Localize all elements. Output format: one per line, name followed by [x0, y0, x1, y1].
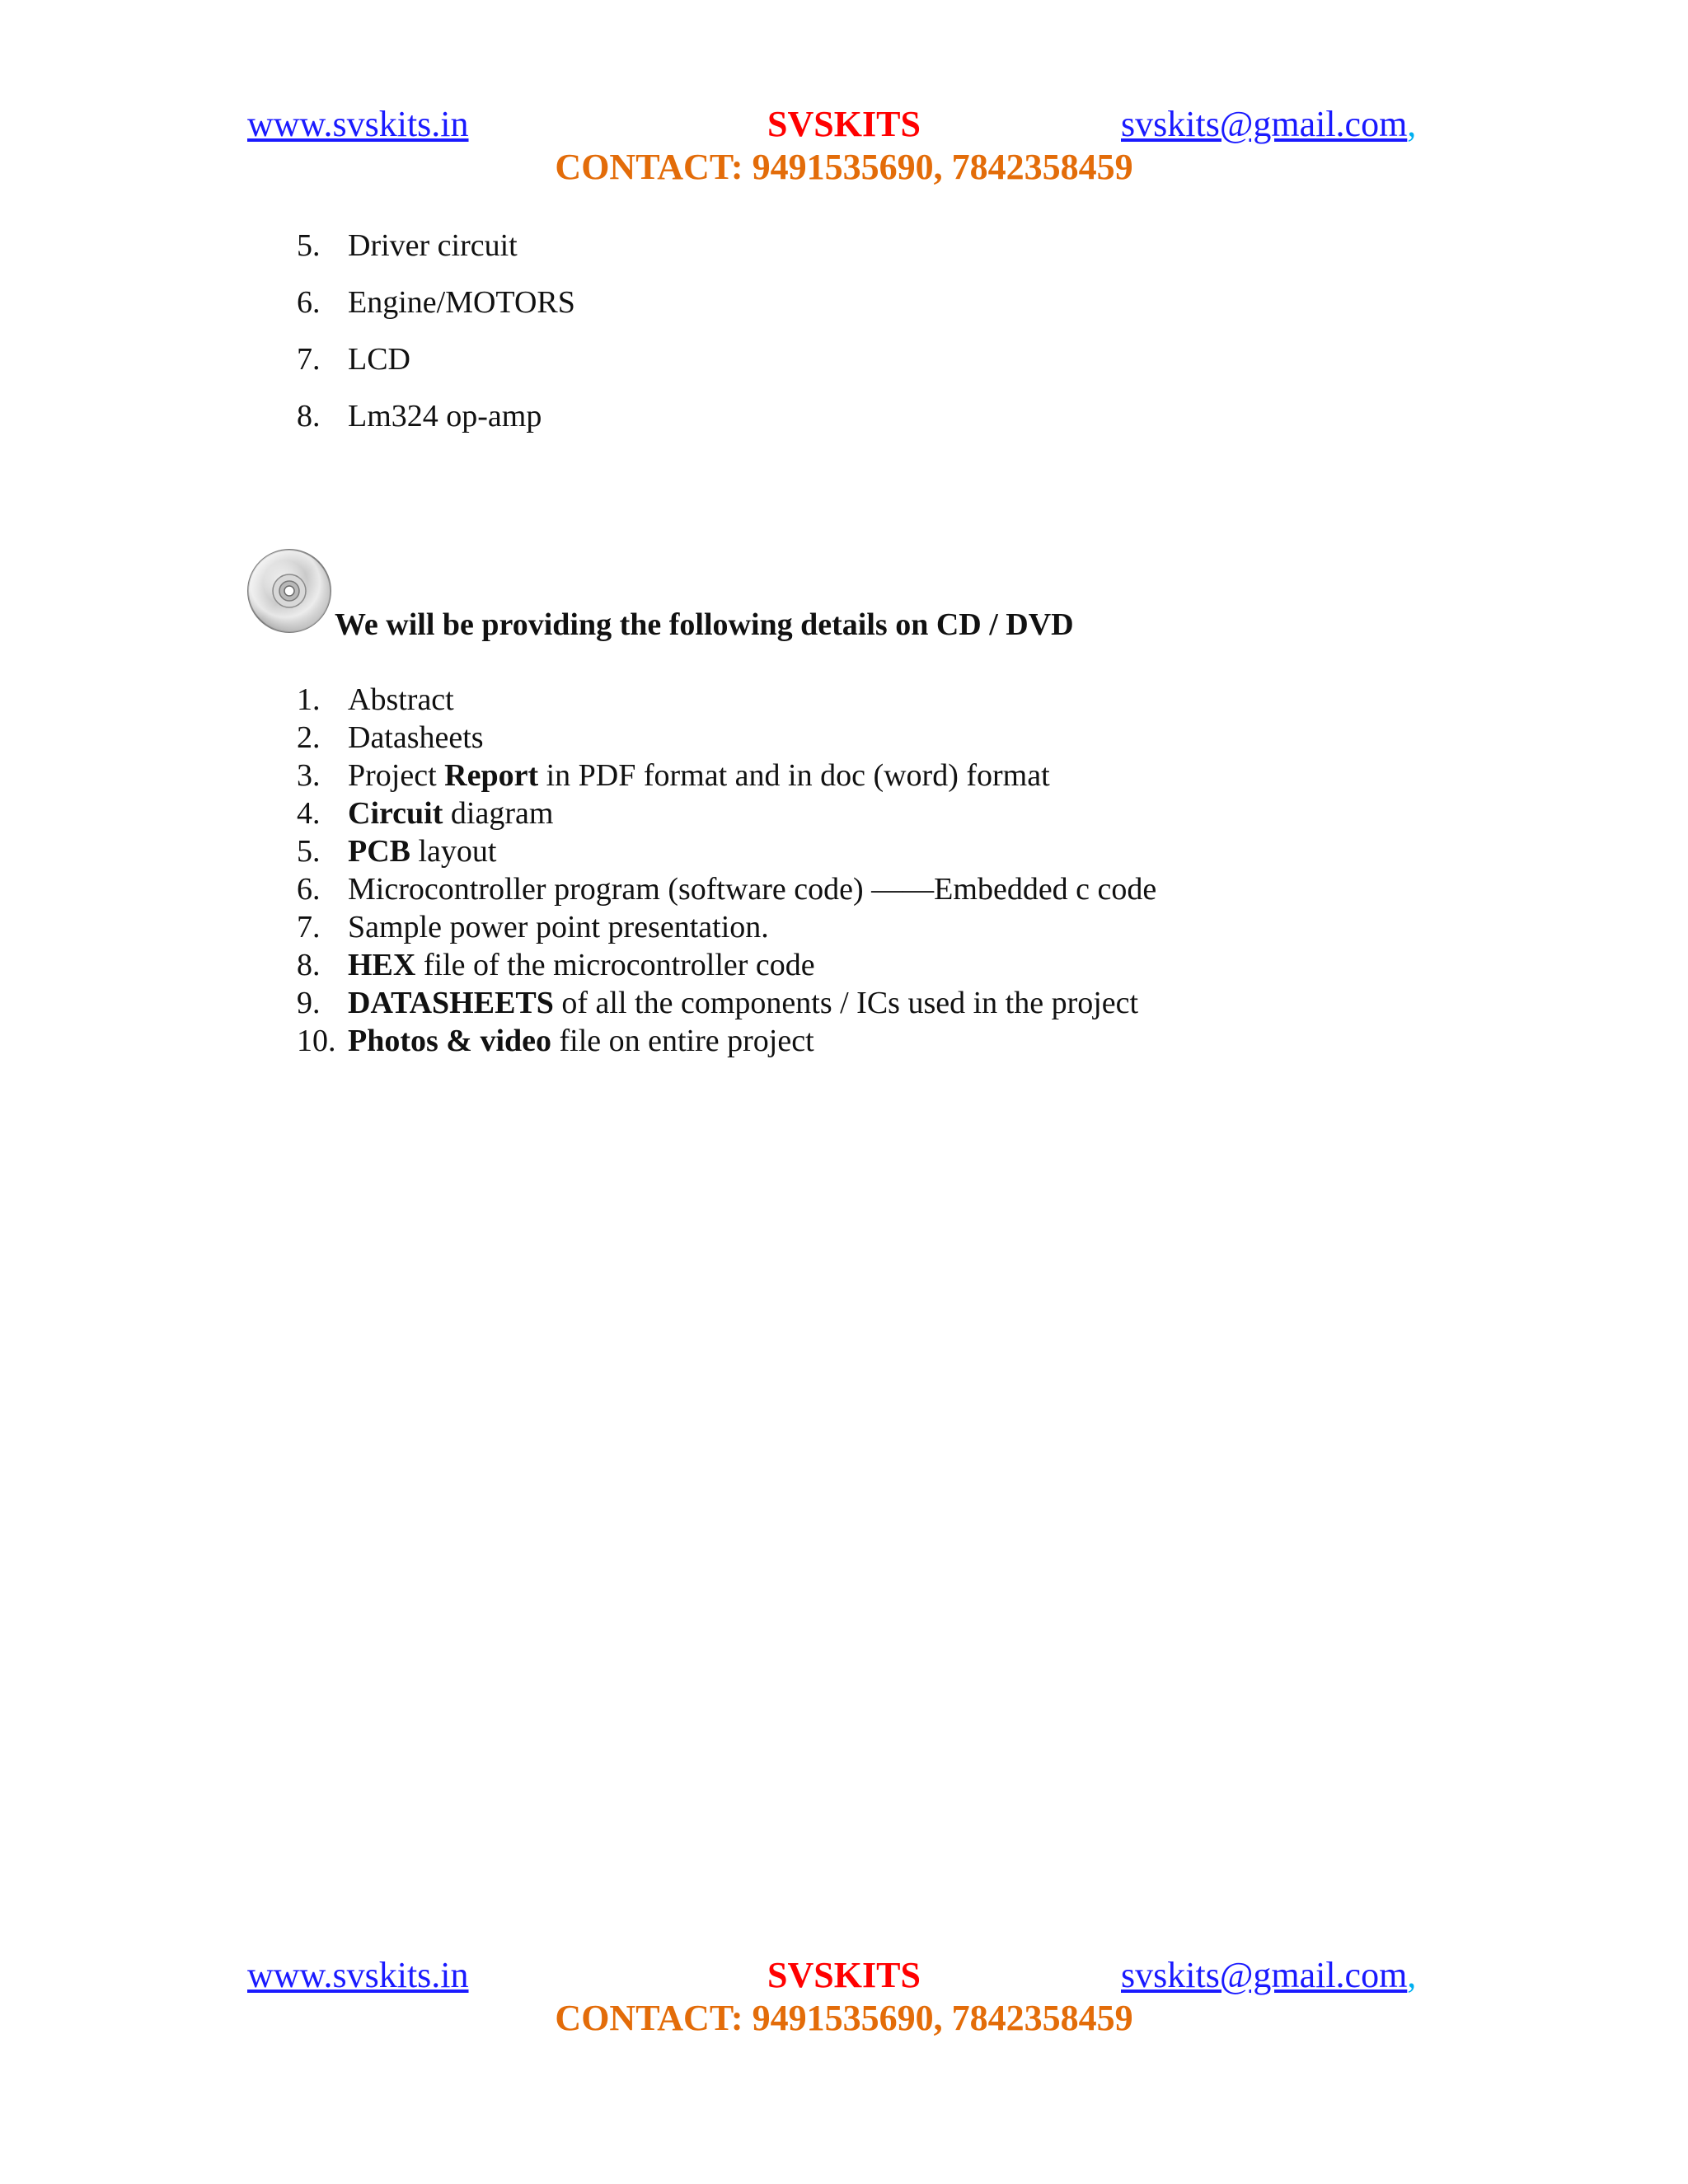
brand-name: SVSKITS: [767, 104, 921, 144]
email-link[interactable]: [1121, 101, 1416, 148]
item-text: Lm324 op-amp: [348, 399, 542, 434]
email-text: svskits@gmail.com: [1121, 104, 1408, 144]
item-number: 8.: [297, 948, 321, 982]
item-number: 2.: [297, 720, 321, 755]
list-item: [297, 946, 1156, 984]
list-item: [297, 681, 1156, 719]
list-item: [297, 1022, 1156, 1060]
item-text: Abstract: [348, 682, 454, 717]
item-number: 6.: [297, 872, 321, 907]
item-number: 7.: [297, 342, 321, 377]
item-text: of all the components / ICs used in the project: [553, 986, 1139, 1020]
item-number: 10.: [297, 1024, 336, 1058]
page-footer: [0, 1952, 1688, 2050]
website-link[interactable]: www.svskits.in: [247, 104, 469, 144]
page-header: [0, 101, 1688, 199]
contact-line: CONTACT: 9491535690, 7842358459: [555, 147, 1133, 187]
item-number: 3.: [297, 758, 321, 793]
item-number: 5.: [297, 834, 321, 869]
list-item: [297, 281, 575, 338]
brand-name: SVSKITS: [767, 1955, 921, 1995]
deliverables-list: [297, 681, 1156, 1060]
item-number: 1.: [297, 682, 321, 717]
item-text: diagram: [443, 796, 554, 831]
email-text: svskits@gmail.com: [1121, 1955, 1408, 1995]
item-text: layout: [410, 834, 497, 869]
item-bold: HEX: [348, 948, 416, 982]
item-bold: DATASHEETS: [348, 986, 554, 1020]
list-item: [297, 757, 1156, 794]
contact-line: CONTACT: 9491535690, 7842358459: [555, 1998, 1133, 2038]
item-text: Driver circuit: [348, 228, 518, 263]
item-text: LCD: [348, 342, 410, 377]
item-text: file of the microcontroller code: [415, 948, 815, 982]
website-link[interactable]: www.svskits.in: [247, 1955, 469, 1995]
list-item: [297, 908, 1156, 946]
item-bold: Report: [444, 758, 539, 793]
list-item: [297, 338, 575, 395]
list-item: [297, 832, 1156, 870]
item-pre: Project: [348, 758, 445, 793]
item-number: 9.: [297, 986, 321, 1020]
item-number: 8.: [297, 399, 321, 434]
email-suffix: ,: [1407, 1955, 1417, 1995]
list-item: [297, 984, 1156, 1022]
item-number: 7.: [297, 910, 321, 944]
item-bold: PCB: [348, 834, 410, 869]
list-item: [297, 794, 1156, 832]
item-number: 6.: [297, 285, 321, 320]
item-text: file on entire project: [551, 1024, 814, 1058]
item-number: 4.: [297, 796, 321, 831]
item-bold: Photos & video: [348, 1024, 551, 1058]
list-item: [297, 870, 1156, 908]
cd-disc-icon: [246, 547, 333, 635]
email-suffix: ,: [1407, 104, 1417, 144]
item-bold: Circuit: [348, 796, 443, 831]
list-item: [297, 395, 575, 452]
item-text: Engine/MOTORS: [348, 285, 575, 320]
email-link[interactable]: [1121, 1952, 1416, 1999]
item-text: Sample power point presentation.: [348, 910, 769, 944]
components-list: [297, 224, 575, 452]
item-number: 5.: [297, 228, 321, 263]
section-title: We will be providing the following details on CD / DVD: [335, 607, 1074, 642]
item-text: Datasheets: [348, 720, 484, 755]
item-text: in PDF format and in doc (word) format: [538, 758, 1050, 793]
list-item: [297, 719, 1156, 757]
item-text: Microcontroller program (software code) ——Embedded c code: [348, 872, 1157, 907]
list-item: [297, 224, 575, 281]
